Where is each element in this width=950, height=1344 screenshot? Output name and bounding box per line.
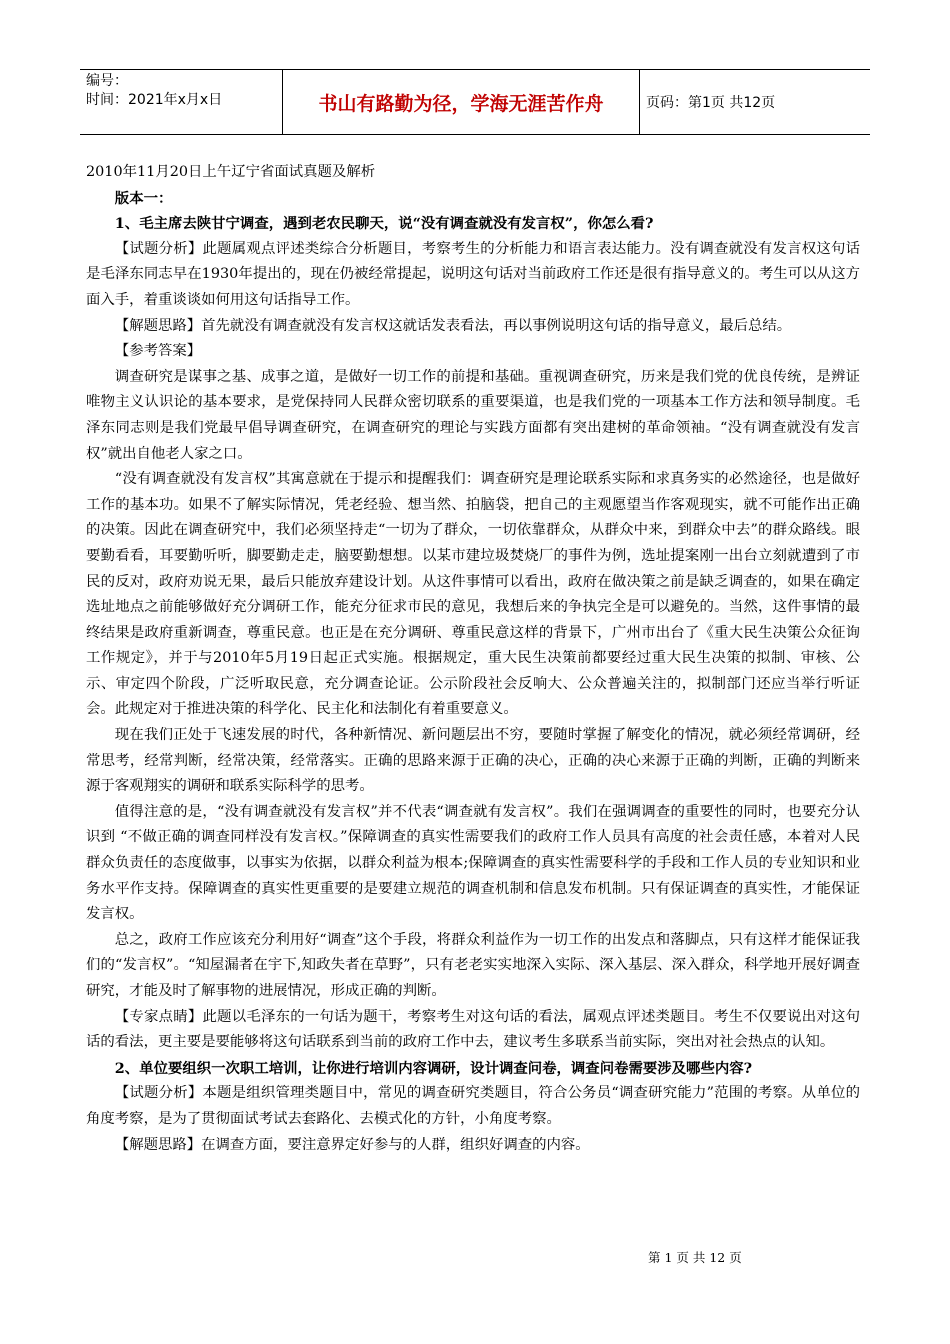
time-label: 时间：2021年x月x日 xyxy=(86,92,223,108)
number-label: 编号： xyxy=(86,73,128,89)
answer-paragraph-1: 调查研究是谋事之基、成事之道，是做好一切工作的前提和基础。重视调查研究，历来是我们党的优良传统，是辨证唯物主义认识论的基本要求，是党保持同人民群众密切联系的重要渠道，也是我们党的一项基本工作方法和领导制度。毛泽东同志则是我们党最早倡导调查研究，在调查研究的理论与实践方面都有突出建树的革命领袖。“没有调查就没有发言权”就出自他老人家之口。 xyxy=(86,368,860,462)
question-1: 1、毛主席去陕甘宁调查，遇到老农民聊天，说“没有调查就没有发言权”，你怎么看? xyxy=(114,215,654,233)
q2-analysis: 【试题分析】本题是组织管理类题目中，常见的调查研究类题目，符合公务员“调查研究能力”范围的考察。从单位的角度考察，是为了贯彻面试考试去套路化、去模式化的方针，小角度考察。 xyxy=(86,1085,860,1127)
answer-paragraph-3: 现在我们正处于飞速发展的时代，各种新情况、新问题层出不穷，要随时掌握了解变化的情况，就必须经常调研，经常思考，经常判断，经常决策，经常落实。正确的思路来源于正确的决心，正确的决心来源于正确的判断，正确的判断来源于客观翔实的调研和联系实际科学的思考。 xyxy=(86,727,860,795)
document-body xyxy=(86,160,860,1158)
q1-analysis: 【试题分析】此题属观点评述类综合分析题目，考察考生的分析能力和语言表达能力。没有调查就没有发言权这句话是毛泽东同志早在1930年提出的，现在仍被经常提起，说明这句话对当前政府工作还是很有指导意义的。考生可以从这方面入手，着重谈谈如何用这句话指导工作。 xyxy=(86,240,860,308)
answer-paragraph-4: 值得注意的是，“没有调查就没有发言权”并不代表“调查就有发言权”。我们在强调调查的重要性的同时，也要充分认识到 “不做正确的调查同样没有发言权。”保障调查的真实性需要我们的政府工作人员具有高度的社会责任感，本着对人民群众负责任的态度做事，以事实为依据，以群众利益为根本;保障调查的真实性需要科学的手段和工作人员的专业知识和业务水平作支持。保障调查的真实性更重要的是要建立规范的调查机制和信息发布机制。只有保证调查的真实性，才能保证发言权。 xyxy=(86,803,860,923)
q1-answer-label: 【参考答案】 xyxy=(114,343,202,360)
answer-paragraph-2: “没有调查就没有发言权”其寓意就在于提示和提醒我们：调查研究是理论联系实际和求真务实的必然途径，也是做好工作的基本功。如果不了解实际情况，凭老经验、想当然、拍脑袋，把自己的主观愿望当作客观现实，就不可能作出正确的决策。因此在调查研究中，我们必须坚持走“一切为了群众，一切依靠群众，从群众中来，到群众中去”的群众路线。眼要勤看看，耳要勤听听，脚要勤走走，脑要勤想想。以某市建垃圾焚烧厂的事件为例，选址提案刚一出台立刻就遭到了市民的反对，政府劝说无果，最后只能放弃建设计划。从这件事情可以看出，政府在做决策之前是缺乏调查的，如果在确定选址地点之前能够做好充分调研工作，能充分征求市民的意见，我想后来的争执完全是可以避免的。当然，这件事情的最终结果是政府重新调查，尊重民意。也正是在充分调研、尊重民意这样的背景下，广州市出台了《重大民生决策公众征询工作规定》，并于与2010年5月19日起正式实施。根据规定，重大民生决策前都要经过重大民生决策的拟制、审核、公示、审定四个阶段，广泛听取民意，充分调查论证。公示阶段社会反响大、公众普遍关注的，拟制部门还应当举行听证会。此规定对于推进决策的科学化、民主化和法制化有着重要意义。 xyxy=(86,471,860,718)
question-2: 2、单位要组织一次职工培训，让你进行培训内容调研，设计调查问卷，调查问卷需要涉及哪些内容? xyxy=(114,1059,753,1077)
header-meta xyxy=(80,70,283,134)
header-page-label: 页码：第1页 共12页 xyxy=(646,95,776,111)
q1-approach: 【解题思路】首先就没有调查就没有发言权这就话发表看法，再以事例说明这句话的指导意义，最后总结。 xyxy=(114,317,792,334)
q1-expert-comment: 【专家点睛】此题以毛泽东的一句话为题干，考察考生对这句话的看法，属观点评述类题目。考生不仅要说出对这句话的看法，更主要是要能够将这句话联系到当前的政府工作中去，建议考生多联系当前实际，突出对社会热点的认知。 xyxy=(86,1008,860,1051)
page-header xyxy=(80,69,870,135)
page-footer: 第 1 页 共 12 页 xyxy=(648,1250,742,1265)
q2-approach: 【解题思路】在调查方面，要注意界定好参与的人群，组织好调查的内容。 xyxy=(114,1136,590,1153)
doc-title: 2010年11月20日上午辽宁省面试真题及解析 xyxy=(86,164,376,180)
header-slogan: 书山有路勤为径，学海无涯苦作舟 xyxy=(283,70,640,134)
version-label: 版本一： xyxy=(114,189,173,207)
answer-paragraph-5: 总之，政府工作应该充分利用好“调查”这个手段，将群众利益作为一切工作的出发点和落脚点，只有这样才能保证我们的“发言权”。“知屋漏者在宇下,知政失者在草野”，只有老老实实地深入实际、深入基层、深入群众，科学地开展好调查研究，才能及时了解事物的进展情况，形成正确的判断。 xyxy=(86,931,860,999)
